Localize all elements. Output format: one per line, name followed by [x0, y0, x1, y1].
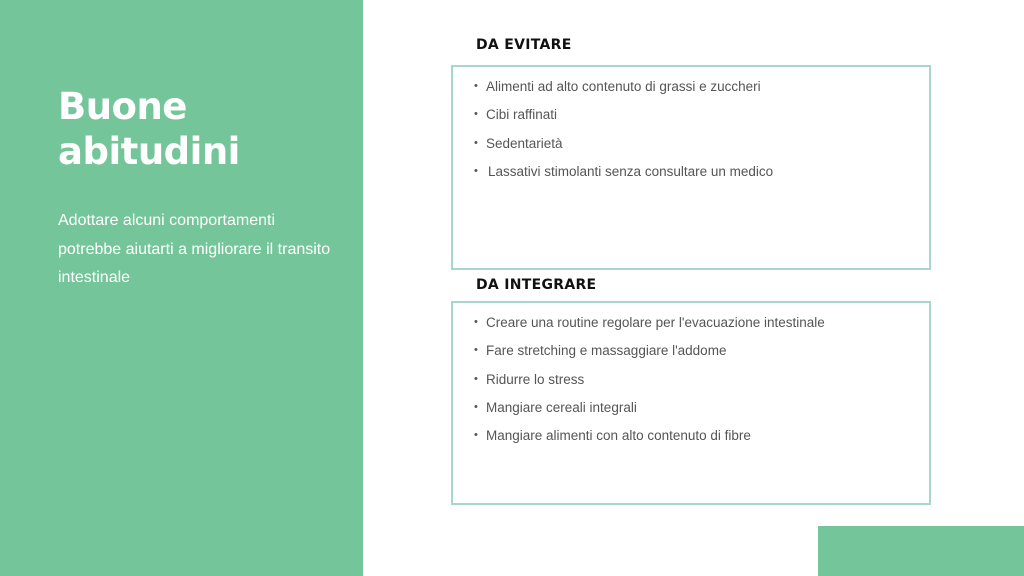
bullet-icon: • [474, 344, 478, 357]
integrate-heading: DA INTEGRARE [476, 277, 597, 293]
integrate-list-box [451, 301, 931, 505]
slide-title: Buone abitudini [58, 85, 240, 173]
list-item [473, 370, 825, 398]
list-item [473, 77, 773, 105]
list-item [473, 105, 773, 133]
list-item-text: Alimenti ad alto contenuto di grassi e zuccheri [486, 79, 761, 94]
list-item [473, 341, 825, 369]
list-item [473, 426, 825, 454]
list-item-text: Cibi raffinati [486, 107, 558, 123]
list-item-text: Creare una routine regolare per l'evacuazione intestinale [486, 315, 825, 330]
bullet-icon: • [474, 316, 478, 328]
integrate-list [473, 313, 825, 454]
avoid-list-box [451, 65, 931, 270]
corner-accent-block [818, 526, 1024, 576]
bullet-icon: • [474, 80, 478, 92]
bullet-icon: • [474, 136, 478, 149]
left-accent-panel [0, 0, 363, 576]
list-item-text: Sedentarietà [486, 135, 563, 151]
list-item-text: Lassativi stimolanti senza consultare un medico [488, 163, 774, 179]
list-item-text: Ridurre lo stress [486, 371, 585, 387]
list-item [473, 313, 825, 341]
list-item [473, 162, 773, 190]
list-item [473, 134, 773, 162]
bullet-icon: • [474, 400, 478, 413]
avoid-heading: DA EVITARE [476, 37, 572, 53]
list-item-text: Mangiare cereali integrali [486, 399, 637, 415]
list-item [473, 398, 825, 426]
slide-subtitle: Adottare alcuni comportamenti potrebbe aiutarti a migliorare il transito intestinale [58, 212, 331, 286]
bullet-icon: • [474, 429, 478, 442]
avoid-list [473, 77, 773, 190]
bullet-icon: • [474, 108, 478, 121]
bullet-icon: • [474, 372, 478, 385]
list-item-text: Fare stretching e massaggiare l'addome [486, 343, 727, 359]
list-item-text: Mangiare alimenti con alto contenuto di fibre [486, 428, 751, 444]
bullet-icon: • [474, 164, 478, 177]
